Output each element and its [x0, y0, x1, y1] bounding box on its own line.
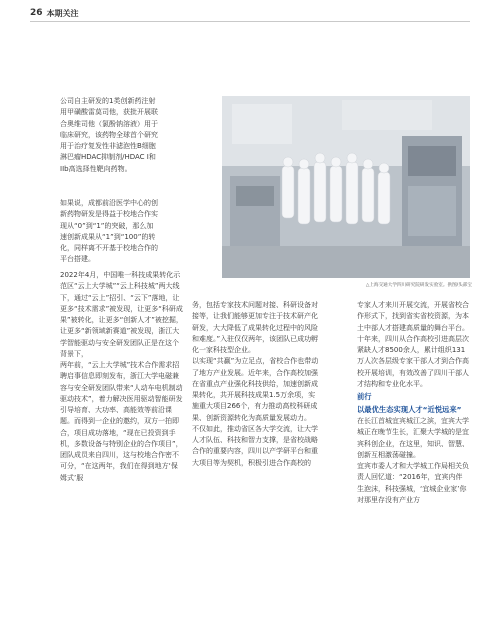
lab-scene-illustration	[222, 96, 470, 278]
column-2	[192, 300, 322, 469]
paragraph-3: 2022年4月，中国唯一科技成果转化示范区“云上大学城”“云上科技城”两大线下，通过“云上”招引、“云下”落地，让更多“技术需求”被发现，让更多“科研成果”被转化，让更多“创新人才”被挖掘，让更多“新领域新赛道”被发现，浙江大学智能驱动与安全研发团队正是在这个背景下，	[60, 271, 183, 358]
paragraph-col2-3: 不仅如此，推动省区各大学交流，让大学人才队伍、科技和智力支撑，是省校战略合作的重要内容，四川以产学研平台和重大项目等为契机，积极引进合作高校的	[192, 424, 318, 467]
paragraph-col3-1: 专家人才来川开展交流，开展省校合作形式下，找到省实省校资源，为本土中部人才搭建高质量的舞台平台。十年来，四川从合作高校引进高层次紧缺人才8500余人，累计组织131万人次各层级专家干部人才到合作高校开展培训，有效改善了四川干部人才结构和专业化水平。	[357, 301, 469, 388]
column-1-top	[60, 96, 158, 175]
column-1-lower	[60, 270, 184, 484]
page-header	[30, 6, 79, 20]
column-3	[357, 300, 469, 506]
paragraph-2: 如果说，成都前沿医学中心的创新药物研发是得益于校地合作实现从“0”到“1”的突破，那么加速创新成果从“1”到“100”的转化，同样离不开基于校地合作的平台搭建。	[60, 199, 158, 264]
header-rule	[30, 21, 470, 22]
column-1-mid	[60, 198, 158, 266]
paragraph-col3-3: 宜宾市委人才和大学城工作局相关负责人回忆道：“2016年，宜宾内伴生泡沫，科技强城，‘宜城企业家’你对那里存没有产业方	[357, 462, 469, 504]
page-number: 26	[30, 8, 43, 18]
photo-caption: △上海交通大学四川研究院研发实验室。供图/头部宝	[365, 283, 472, 288]
paragraph-col3-2: 在长江首城宜宾城江之滨，宜宾大学城正在晚节生长，汇聚大学城的是宜宾科创企业，在这里，知识、智慧、创新互相激荡碰撞。	[357, 417, 469, 459]
section-heading-sub: 前行	[357, 392, 372, 401]
paragraph-col2-2: 以实现“共赢”为立足点，省校合作也带动了地方产业发展。近年来，合作高校加强在省重点产业强化科技供给，加速创新成果转化，共开展科技成果1.5万余项，实施重大项目266个，有力推动高校科研成果、创新资源转化为高质量发展动力。	[192, 357, 319, 422]
paragraph-4: 两年前，“云上大学城”技术合作需求招聘启事信息即刻发布，浙江大学电磁兼容与安全研发团队带来“人动车电机制动驱动技术”，着力解决医用驱动智能研发引导培育、大功率、高能效等前沿课题。而得到一企业的邀约，双方一拍即合，项目成功落地，“现在已投资到手机，多数设备与特别企业的合作项目”，团队成员来自四川，这与校地合作密不可分，“在这两年，我们在得到地方‘保姆式’服	[60, 361, 183, 482]
paragraph-col2-1: 务，包括专家技术问题对接、科研设备对接等，让我们能够更加专注于技术研产化研发，大大降低了成果转化过程中的风险和难度。”入驻仅仅两年，该团队已成功孵化一家科技型企业。	[192, 301, 319, 354]
paragraph-intro: 公司自主研发的1类创新药注射用甲磺酸雷莫司他，获批开展联合奥维司他（氯酚钠溶液）用于临床研究，该药物全球首个研究用于治疗复发性非滤泡性B细胞淋巴瘤HDAC抑制剂/HDAC I和IIb高选择性靶向药物。	[60, 97, 158, 173]
section-heading-main: 以最优生态实现人才“近悦远来”	[357, 405, 462, 414]
lab-photo	[222, 96, 470, 278]
section-title: 本期关注	[46, 8, 79, 18]
